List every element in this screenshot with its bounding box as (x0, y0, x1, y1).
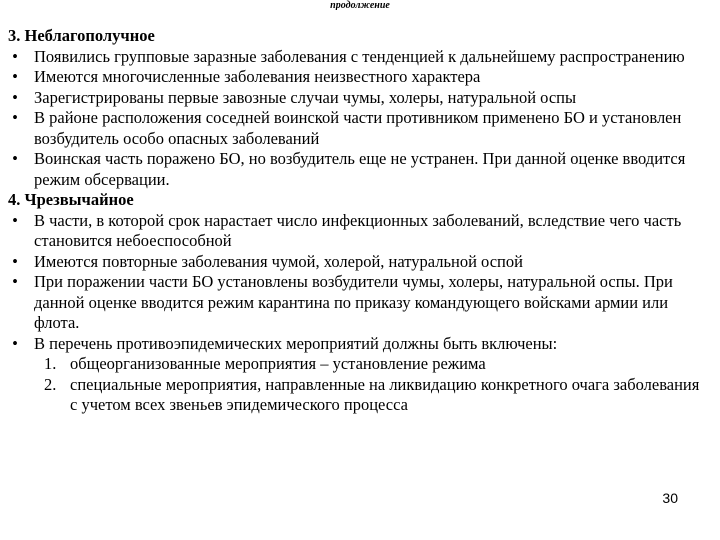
list-item: • При поражении части БО установлены возбудители чумы, холеры, натуральной оспы. При данной оценке вводится режим карантина по приказу командующего войсками армии или флота. (8, 272, 708, 334)
section-3-list (8, 47, 708, 191)
list-item: • Имеются повторные заболевания чумой, холерой, натуральной оспой (8, 252, 708, 273)
slide-content (8, 26, 708, 416)
bullet-icon: • (12, 87, 18, 107)
list-item: • В части, в которой срок нарастает число инфекционных заболеваний, вследствие чего часть становится небоеспособной (8, 211, 708, 252)
list-item: • Появились групповые заразные заболевания с тенденцией к дальнейшему распространению (8, 47, 708, 68)
list-item: • В районе расположения соседней воинской части противником применено БО и установлен возбудитель особо опасных заболеваний (8, 108, 708, 149)
bullet-icon: • (12, 108, 18, 127)
bullet-icon: • (12, 251, 18, 271)
bullet-icon: • (12, 46, 18, 66)
page-number: 30 (662, 490, 678, 506)
section-4-title: 4. Чрезвычайное (8, 190, 134, 209)
measures-list (8, 354, 708, 416)
bullet-icon: • (12, 333, 18, 353)
continuation-note: продолжение (330, 0, 390, 10)
section-4-list (8, 211, 708, 355)
list-item: • Зарегистрированы первые завозные случаи чумы, холеры, натуральной оспы (8, 88, 708, 109)
list-item: 2. специальные мероприятия, направленные на ликвидацию конкретного очага заболевания с учетом всех звеньев эпидемического процесса (44, 374, 700, 414)
bullet-icon: • (12, 67, 18, 86)
list-item: • Имеются многочисленные заболевания неизвестного характера (8, 67, 708, 88)
list-item: 1. общеорганизованные мероприятия – установление режима (44, 354, 486, 373)
bullet-icon: • (12, 210, 18, 230)
list-item: • В перечень противоэпидемических мероприятий должны быть включены: (8, 334, 708, 355)
bullet-icon: • (12, 272, 18, 291)
section-3-title: 3. Неблагополучное (8, 26, 155, 45)
list-item: • Воинская часть поражено БО, но возбудитель еще не устранен. При данной оценке вводится режим обсервации. (8, 149, 708, 190)
bullet-icon: • (12, 149, 18, 168)
